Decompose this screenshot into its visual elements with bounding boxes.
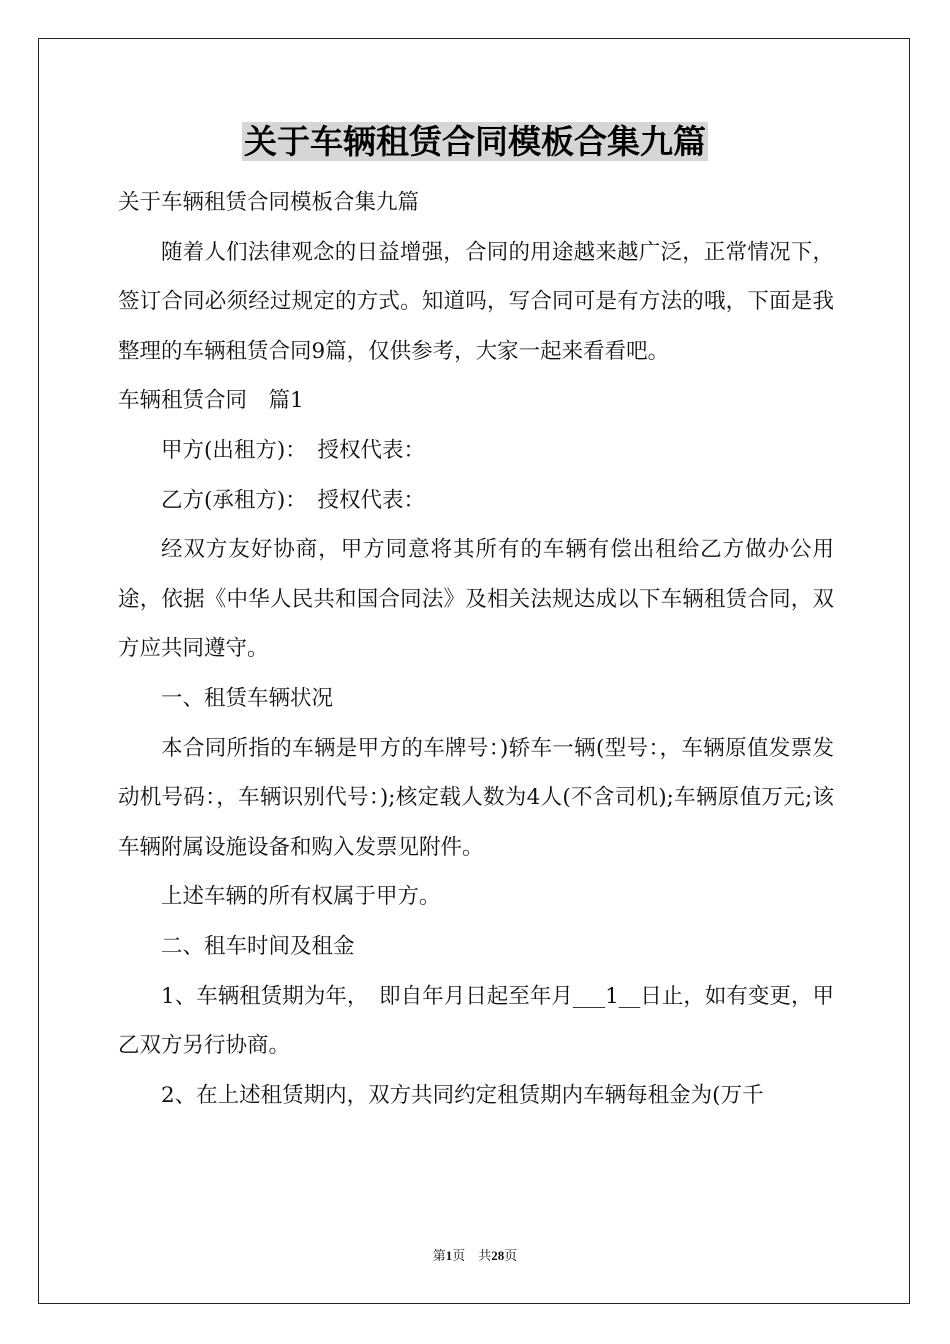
document-body bbox=[118, 178, 834, 1120]
paragraph: 2、在上述租赁期内，双方共同约定租赁期内车辆每租金为(万千 bbox=[161, 1082, 764, 1108]
paragraph: 1、车辆租赁期为年， 即自年月日起至年月___1__日止，如有变更，甲乙双方另行协商。 bbox=[118, 983, 834, 1059]
footer-total-suffix: 页 bbox=[504, 1248, 518, 1263]
current-page-number: 1 bbox=[445, 1248, 453, 1263]
paragraph: 随着人们法律观念的日益增强，合同的用途越来越广泛，正常情况下，签订合同必须经过规定的方式。知道吗，写合同可是有方法的哦，下面是我整理的车辆租赁合同9篇，仅供参考，大家一起来看看吧。 bbox=[118, 239, 834, 364]
paragraph: 经双方友好协商，甲方同意将其所有的车辆有偿出租给乙方做办公用途，依据《中华人民共和国合同法》及相关法规达成以下车辆租赁合同，双方应共同遵守。 bbox=[118, 537, 834, 662]
paragraph: 一、租赁车辆状况 bbox=[161, 685, 334, 711]
section-heading: 车辆租赁合同 篇1 bbox=[118, 388, 304, 414]
paragraph: 甲方(出租方)： 授权代表： bbox=[161, 437, 426, 463]
paragraph: 关于车辆租赁合同模板合集九篇 bbox=[118, 190, 420, 215]
page-footer bbox=[0, 1245, 950, 1264]
paragraph: 本合同所指的车辆是甲方的车牌号：)轿车一辆(型号：，车辆原值发票发动机号码：，车辆识别代号：);核定载人数为4人(不含司机);车辆原值万元;该车辆附属设施设备和购入发票见附件。 bbox=[118, 735, 834, 860]
total-page-count: 28 bbox=[491, 1248, 505, 1263]
paragraph: 二、租车时间及租金 bbox=[161, 933, 355, 959]
document-title bbox=[0, 118, 950, 166]
paragraph: 乙方(承租方)： 授权代表： bbox=[161, 487, 426, 513]
paragraph: 上述车辆的所有权属于甲方。 bbox=[161, 884, 441, 910]
footer-prefix: 第 bbox=[432, 1248, 446, 1263]
footer-page-suffix: 页 共 bbox=[452, 1248, 492, 1263]
document-title-text: 关于车辆租赁合同模板合集九篇 bbox=[244, 122, 706, 161]
